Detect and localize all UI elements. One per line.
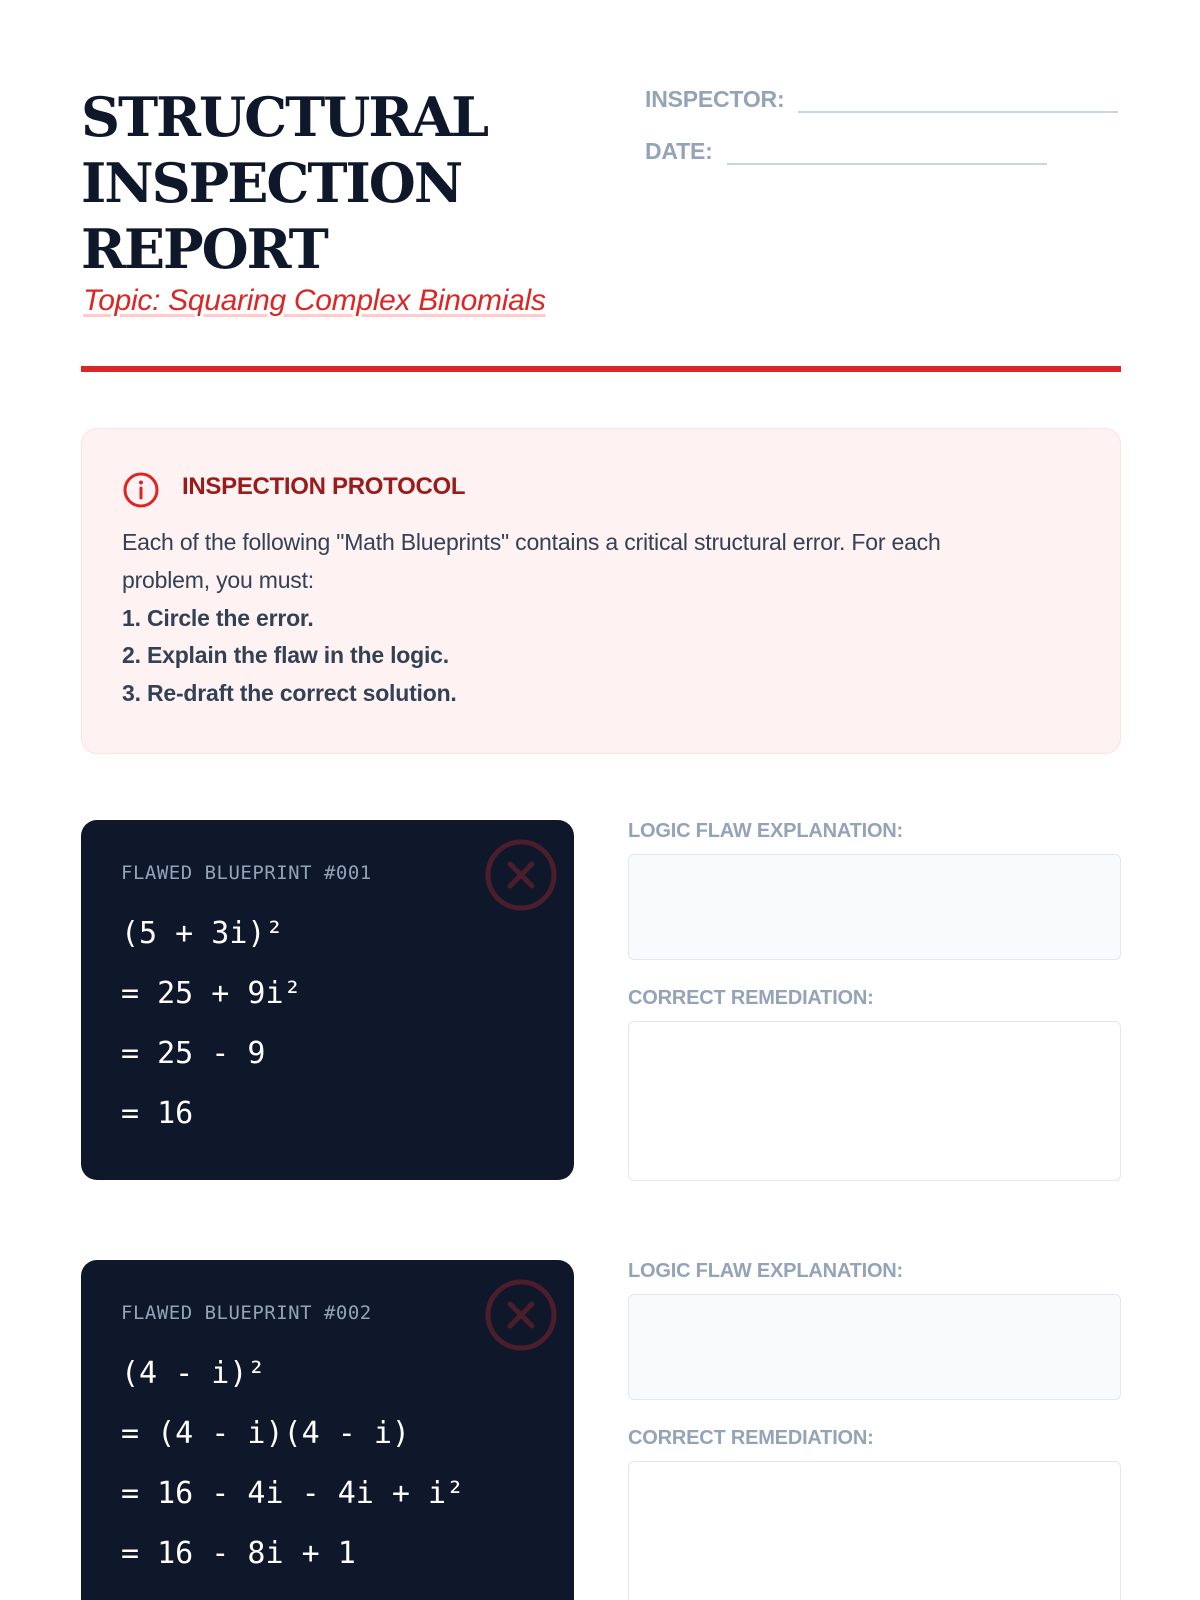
- title-line-3: REPORT: [81, 217, 327, 281]
- blueprint-line: = (4 - i)(4 - i): [121, 1416, 410, 1451]
- inspection-protocol-box: [81, 428, 1121, 754]
- blueprint-label: FLAWED BLUEPRINT #002: [121, 1302, 372, 1324]
- header-divider: [81, 366, 1121, 372]
- blueprint-line: = 25 - 9: [121, 1036, 266, 1071]
- logic-flaw-input[interactable]: [628, 1294, 1121, 1400]
- inspector-line[interactable]: [798, 91, 1118, 113]
- remediation-label: CORRECT REMEDIATION:: [628, 1427, 874, 1449]
- protocol-intro: [122, 523, 1082, 599]
- logic-flaw-label: LOGIC FLAW EXPLANATION:: [628, 820, 904, 842]
- date-field[interactable]: [645, 138, 1047, 165]
- blueprint-label: FLAWED BLUEPRINT #001: [121, 862, 372, 884]
- blueprint-line: (4 - i)²: [121, 1356, 266, 1391]
- close-circle-icon: [484, 1278, 558, 1352]
- protocol-step-1: 1. Circle the error.: [122, 605, 314, 631]
- protocol-intro-line-2: problem, you must:: [122, 567, 314, 593]
- close-circle-icon: [484, 838, 558, 912]
- report-header: [81, 80, 1121, 380]
- date-line[interactable]: [727, 143, 1047, 165]
- title-line-1: STRUCTURAL: [81, 85, 488, 149]
- protocol-intro-line-1: Each of the following "Math Blueprints" contains a critical structural error. For each: [122, 529, 941, 555]
- blueprint-line: (5 + 3i)²: [121, 916, 284, 951]
- blueprint-line: = 16 - 4i - 4i + i²: [121, 1476, 465, 1511]
- blueprint-line: = 16: [121, 1096, 194, 1131]
- blueprint-line: = 16 - 8i + 1: [121, 1536, 356, 1571]
- protocol-step-2: 2. Explain the flaw in the logic.: [122, 642, 449, 668]
- remediation-input[interactable]: [628, 1461, 1121, 1600]
- protocol-title: INSPECTION PROTOCOL: [182, 473, 466, 500]
- page-title: [81, 84, 601, 282]
- date-label: DATE:: [645, 138, 713, 164]
- info-icon: [122, 471, 160, 509]
- protocol-step-3: 3. Re-draft the correct solution.: [122, 680, 457, 706]
- flawed-blueprint-2: [81, 1260, 574, 1600]
- inspector-label: INSPECTOR:: [645, 86, 785, 112]
- remediation-input[interactable]: [628, 1021, 1121, 1181]
- title-line-2: INSPECTION: [81, 151, 462, 215]
- topic-subtitle: Topic: Squaring Complex Binomials: [83, 284, 546, 317]
- blueprint-line: = 25 + 9i²: [121, 976, 302, 1011]
- inspector-field[interactable]: [645, 86, 1118, 113]
- flawed-blueprint-1: [81, 820, 574, 1180]
- remediation-label: CORRECT REMEDIATION:: [628, 987, 874, 1009]
- logic-flaw-input[interactable]: [628, 854, 1121, 960]
- logic-flaw-label: LOGIC FLAW EXPLANATION:: [628, 1260, 904, 1282]
